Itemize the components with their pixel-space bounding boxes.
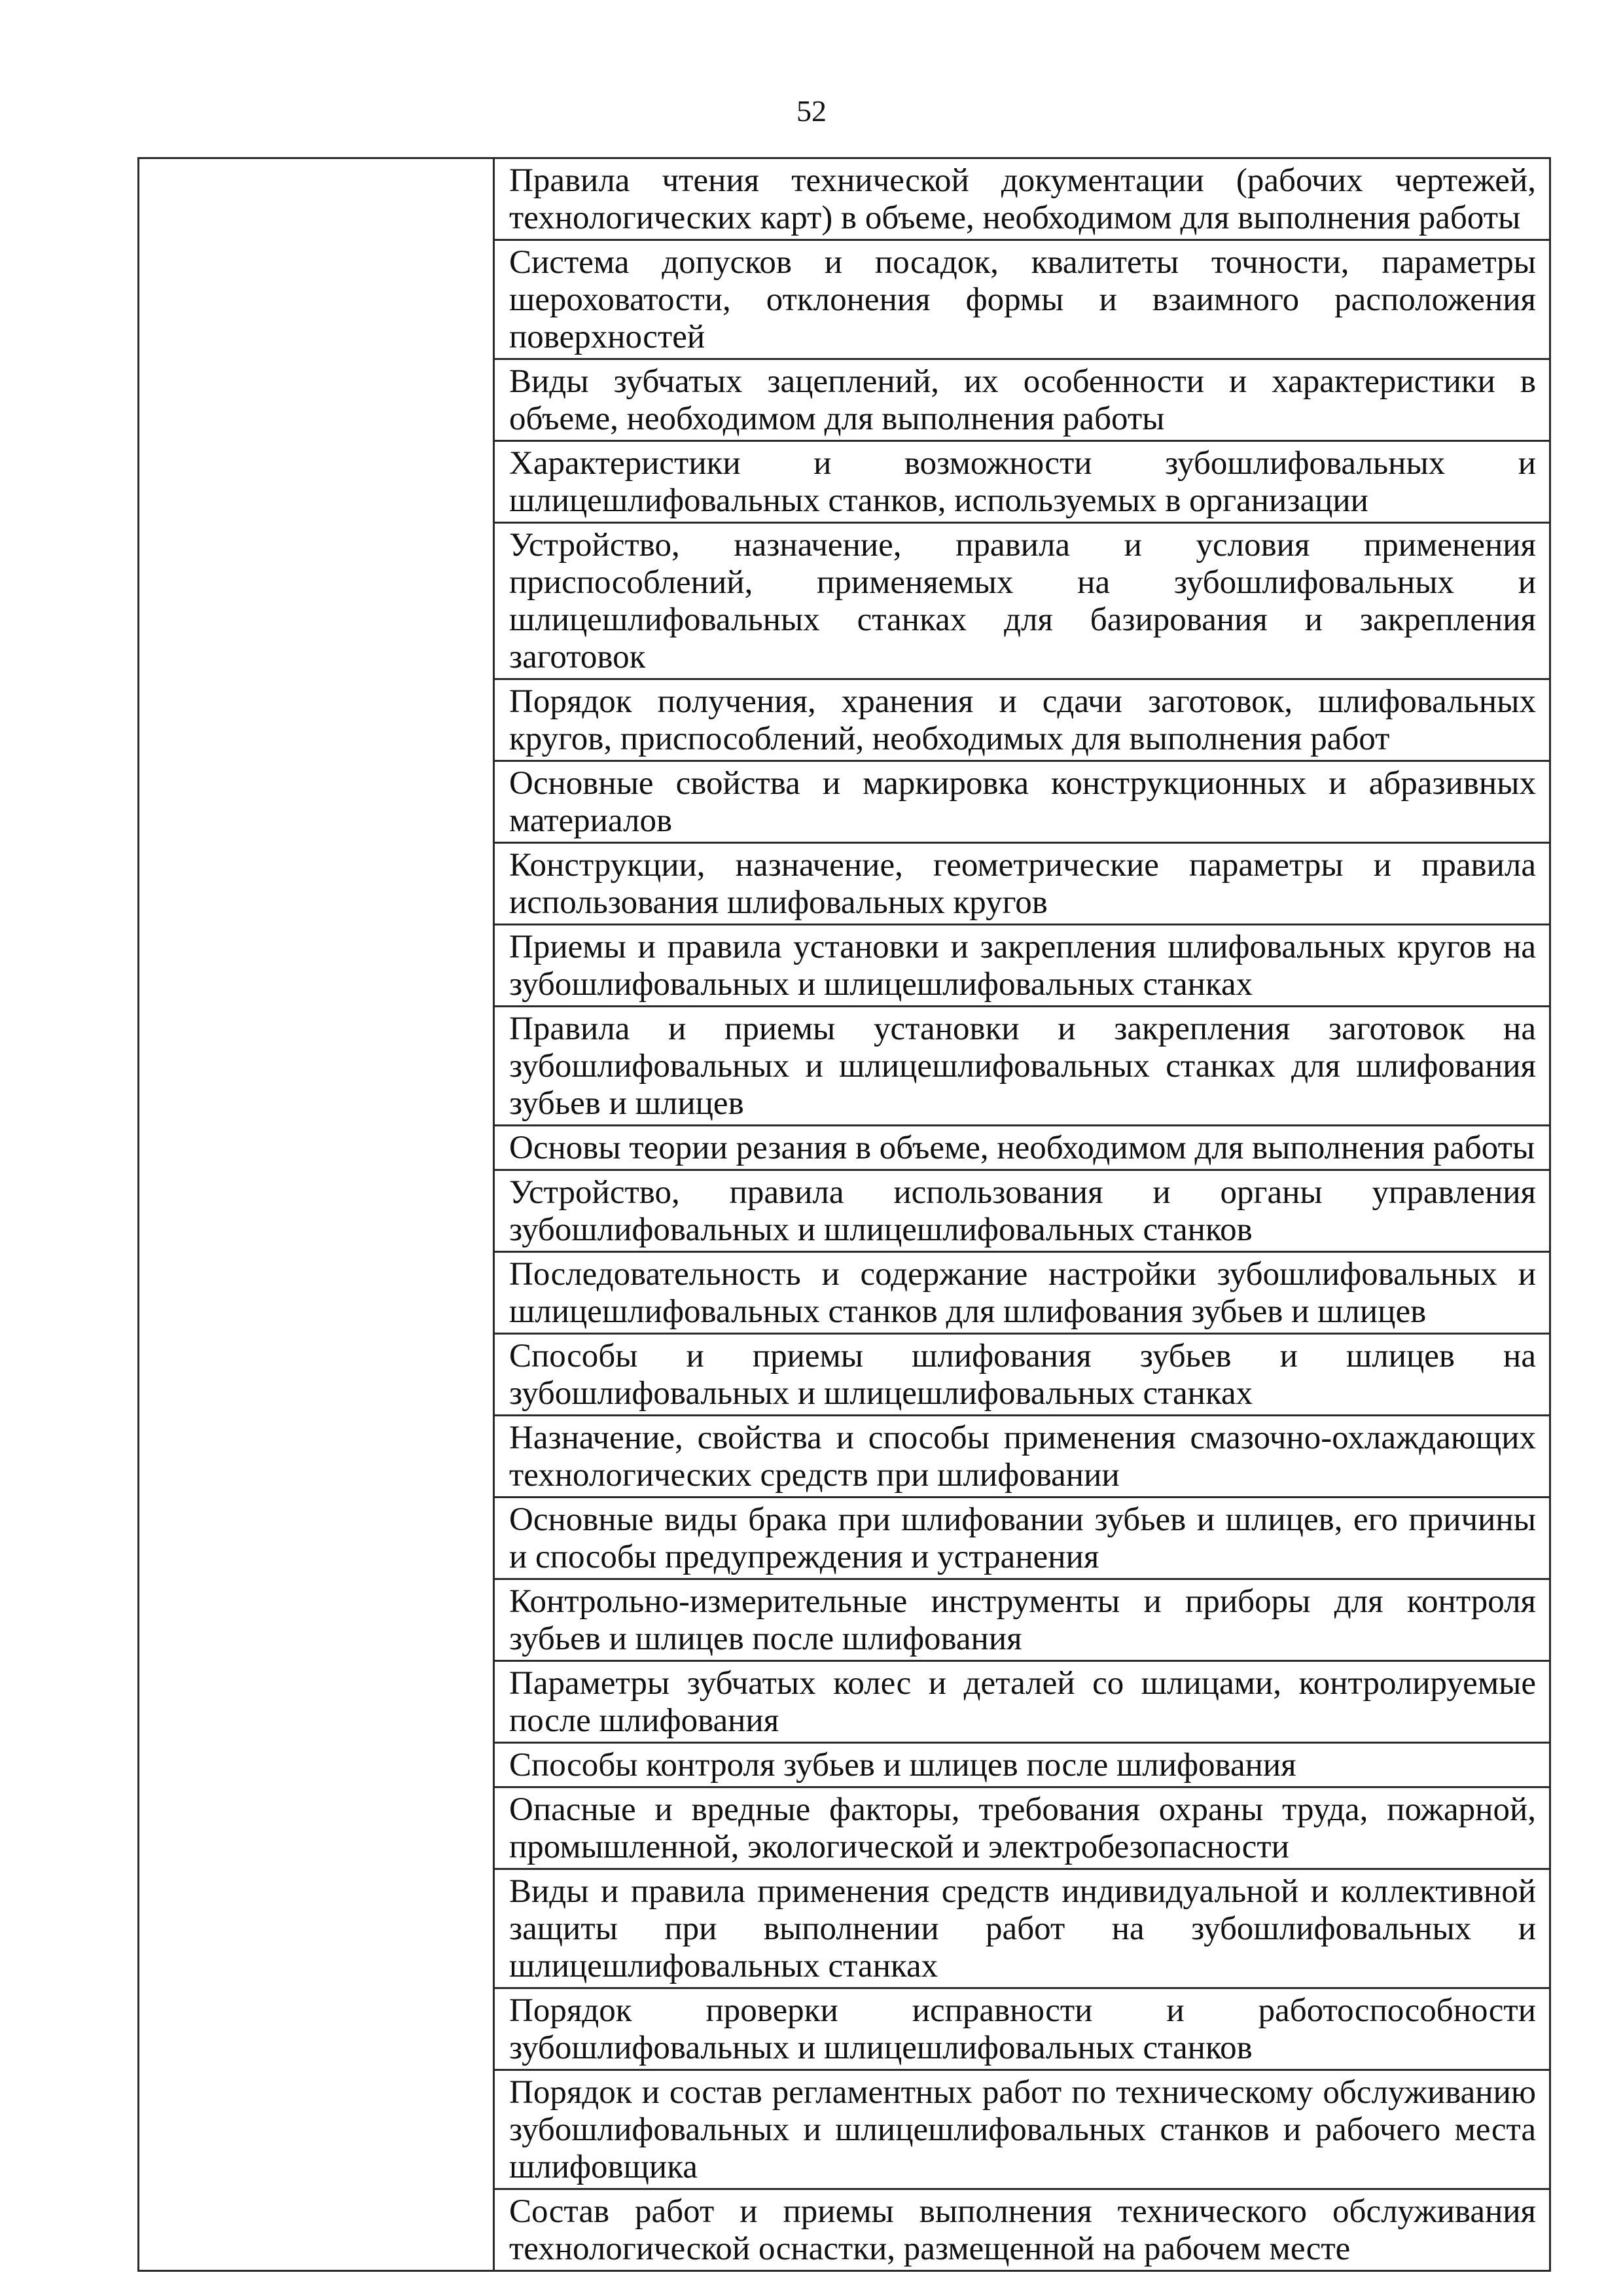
table-cell: [494, 1498, 1550, 1579]
table-cell: [494, 240, 1550, 359]
table-cell: [494, 1334, 1550, 1416]
table-cell-text: Состав работ и приемы выполнения технического обслуживания технологической оснастки, размещенной на рабочем месте: [509, 2193, 1536, 2267]
table-cell: [494, 925, 1550, 1007]
table-cell: [494, 1579, 1550, 1661]
table-cell: [494, 2189, 1550, 2271]
table-cell-text: Характеристики и возможности зубошлифовальных и шлицешлифовальных станков, используемых в организации: [509, 445, 1536, 519]
table-cell-text: Устройство, назначение, правила и условия применения приспособлений, применяемых на зубошлифовальных и шлицешлифовальных станках для базирования и закрепления заготовок: [509, 527, 1536, 675]
table-cell-text: Конструкции, назначение, геометрические параметры и правила использования шлифовальных кругов: [509, 847, 1536, 921]
table-cell: [494, 2070, 1550, 2189]
table-cell: [494, 1126, 1550, 1170]
table-cell-text: Основы теории резания в объеме, необходимом для выполнения работы: [509, 1130, 1535, 1166]
table-cell: [494, 1252, 1550, 1334]
table-left-cell-empty: [139, 158, 494, 2271]
table-cell-text: Последовательность и содержание настройки зубошлифовальных и шлицешлифовальных станков для шлифования зубьев и шлицев: [509, 1256, 1536, 1330]
table-cell: [494, 843, 1550, 925]
table-cell-text: Назначение, свойства и способы применения смазочно-охлаждающих технологических средств при шлифовании: [509, 1420, 1536, 1494]
table-cell: [494, 1661, 1550, 1743]
table-cell-text: Контрольно-измерительные инструменты и приборы для контроля зубьев и шлицев после шлифования: [509, 1583, 1536, 1657]
table-cell-text: Виды и правила применения средств индивидуальной и коллективной защиты при выполнении работ на зубошлифовальных и шлицешлифовальных станках: [509, 1873, 1536, 1984]
table-cell: [494, 1988, 1550, 2070]
table-cell: [494, 1787, 1550, 1869]
table-cell-text: Способы контроля зубьев и шлицев после шлифования: [509, 1747, 1296, 1784]
table-cell-text: Порядок получения, хранения и сдачи заготовок, шлифовальных кругов, приспособлений, необходимых для выполнения работ: [509, 683, 1536, 757]
table-cell-text: Основные свойства и маркировка конструкционных и абразивных материалов: [509, 765, 1536, 839]
table-cell-text: Способы и приемы шлифования зубьев и шлицев на зубошлифовальных и шлицешлифовальных станках: [509, 1338, 1536, 1412]
table-cell-text: Основные виды брака при шлифовании зубьев и шлицев, его причины и способы предупреждения и устранения: [509, 1501, 1536, 1575]
table-cell: [494, 1869, 1550, 1988]
table-cell: [494, 1007, 1550, 1126]
table-cell-text: Приемы и правила установки и закрепления шлифовальных кругов на зубошлифовальных и шлицешлифовальных станках: [509, 929, 1536, 1003]
page-number: 52: [796, 94, 827, 128]
table-cell: [494, 1170, 1550, 1252]
table-cell: [494, 761, 1550, 843]
table-cell-text: Правила чтения технической документации (рабочих чертежей, технологических карт) в объеме, необходимом для выполнения работы: [509, 162, 1536, 236]
table-cell-text: Устройство, правила использования и органы управления зубошлифовальных и шлицешлифовальных станков: [509, 1174, 1536, 1248]
table-cell: [494, 679, 1550, 761]
table-cell-text: Виды зубчатых зацеплений, их особенности и характеристики в объеме, необходимом для выполнения работы: [509, 363, 1536, 437]
table-cell-text: Порядок и состав регламентных работ по техническому обслуживанию зубошлифовальных и шлицешлифовальных станков и рабочего места шлифовщика: [509, 2074, 1536, 2185]
table-cell-text: Правила и приемы установки и закрепления заготовок на зубошлифовальных и шлицешлифовальных станках для шлифования зубьев и шлицев: [509, 1011, 1536, 1122]
table-cell-text: Параметры зубчатых колес и деталей со шлицами, контролируемые после шлифования: [509, 1665, 1536, 1739]
knowledge-requirements-table: [137, 157, 1551, 2272]
table-cell: [494, 158, 1550, 240]
table-cell-text: Опасные и вредные факторы, требования охраны труда, пожарной, промышленной, экологической и электробезопасности: [509, 1791, 1536, 1865]
table-cell: [494, 1743, 1550, 1787]
table-cell: [494, 523, 1550, 679]
table-cell-text: Система допусков и посадок, квалитеты точности, параметры шероховатости, отклонения формы и взаимного расположения поверхностей: [509, 244, 1536, 355]
table-cell-text: Порядок проверки исправности и работоспособности зубошлифовальных и шлицешлифовальных станков: [509, 1992, 1536, 2066]
table-cell: [494, 359, 1550, 441]
table-cell: [494, 441, 1550, 523]
table-row: [139, 158, 1550, 240]
table-cell: [494, 1416, 1550, 1498]
